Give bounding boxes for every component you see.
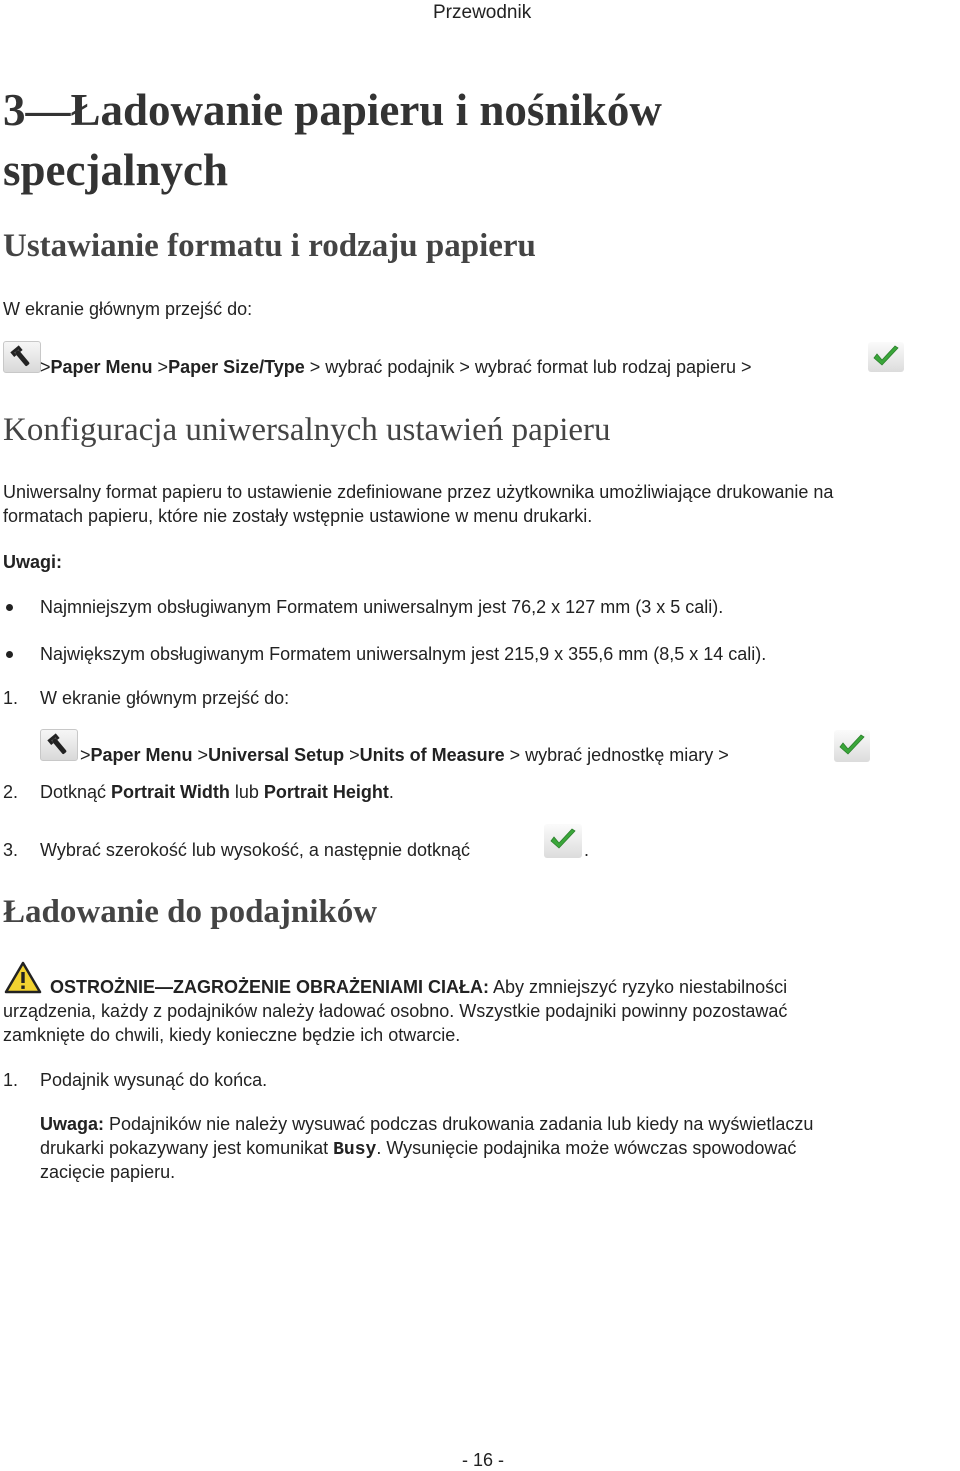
menu-path-paper-size: >Paper Menu >Paper Size/Type > wybrać podajnik > wybrać format lub rodzaj papieru > xyxy=(40,357,752,377)
checkmark-icon xyxy=(868,342,904,372)
running-header: Przewodnik xyxy=(433,2,532,23)
step-text: Wybrać szerokość lub wysokość, a następnie dotknąć xyxy=(40,840,471,860)
paragraph-line: formatach papieru, które nie zostały wstępnie ustawione w menu drukarki. xyxy=(3,506,593,526)
checkmark-icon xyxy=(834,730,870,762)
section-heading-universal: Konfiguracja uniwersalnych ustawień papieru xyxy=(3,412,611,448)
chapter-title-line2: specjalnych xyxy=(3,145,228,195)
step-number: 3. xyxy=(3,840,19,860)
section-heading-trays: Ładowanie do podajników xyxy=(3,894,378,930)
step-text: Dotknąć Portrait Width lub Portrait Height. xyxy=(40,782,394,802)
note-item: Największym obsługiwanym Formatem uniwersalnym jest 215,9 x 355,6 mm (8,5 x 14 cali). xyxy=(40,644,767,664)
step-number: 2. xyxy=(3,782,19,802)
paragraph-line: Uniwersalny format papieru to ustawienie zdefiniowane przez użytkownika umożliwiające drukowanie na xyxy=(3,482,834,502)
wrench-icon xyxy=(40,729,78,761)
step-period: . xyxy=(584,840,590,860)
notes-label: Uwagi: xyxy=(3,552,63,572)
section-heading-paper-size: Ustawianie formatu i rodzaju papieru xyxy=(3,228,536,264)
chapter-title-line1: 3—Ładowanie papieru i nośników xyxy=(3,85,662,135)
checkmark-icon xyxy=(544,824,582,858)
caution-line: OSTROŻNIE—ZAGROŻENIE OBRAŻENIAMI CIAŁA: Aby zmniejszyć ryzyko niestabilności xyxy=(50,977,788,997)
menu-path-universal: >Paper Menu >Universal Setup >Units of Measure > wybrać jednostkę miary > xyxy=(80,745,729,765)
note-line: Uwaga: Podajników nie należy wysuwać podczas drukowania zadania lub kiedy na wyświetlaczu xyxy=(40,1114,814,1134)
note-line: drukarki pokazywany jest komunikat Busy. Wysunięcie podajnika może wówczas spowodować xyxy=(40,1138,797,1160)
step-number: 1. xyxy=(3,688,19,708)
page-number: - 16 - xyxy=(462,1450,505,1470)
caution-line: urządzenia, każdy z podajników należy ładować osobno. Wszystkie podajniki powinny pozostawać xyxy=(3,1001,788,1021)
step-text: Podajnik wysunąć do końca. xyxy=(40,1070,268,1090)
note-line: zacięcie papieru. xyxy=(40,1162,176,1182)
caution-label: OSTROŻNIE—ZAGROŻENIE OBRAŻENIAMI CIAŁA: xyxy=(50,977,489,997)
note-label: Uwaga: xyxy=(40,1114,105,1134)
status-code: Busy xyxy=(333,1140,377,1160)
warning-triangle-icon xyxy=(4,961,42,994)
wrench-icon xyxy=(3,341,41,373)
step-text: W ekranie głównym przejść do: xyxy=(40,688,290,708)
intro-text: W ekranie głównym przejść do: xyxy=(3,299,253,319)
note-item: Najmniejszym obsługiwanym Formatem uniwersalnym jest 76,2 x 127 mm (3 x 5 cali). xyxy=(40,597,724,617)
caution-line: zamknięte do chwili, kiedy konieczne będzie ich otwarcie. xyxy=(3,1025,461,1045)
bullet-icon xyxy=(6,604,13,611)
bullet-icon xyxy=(6,651,13,658)
step-number: 1. xyxy=(3,1070,19,1090)
